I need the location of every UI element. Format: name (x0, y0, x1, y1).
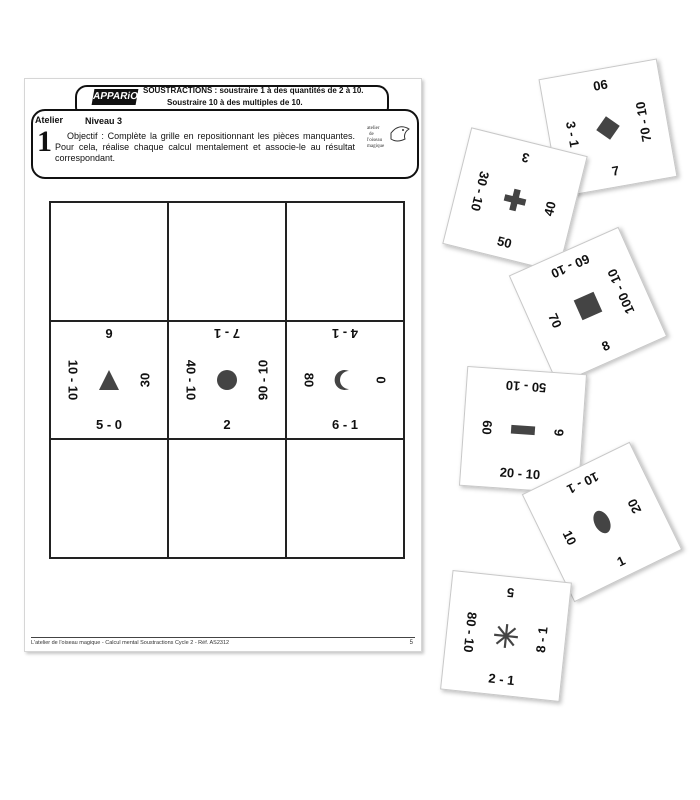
objective-text: Objectif : Complète la grille en repositionnant les pièces manquantes. Pour cela, réalise chaque calcul mentalement et associe-le au résultat correspondant. (55, 131, 355, 163)
empty-grid-cell[interactable] (168, 439, 286, 558)
piece-label-top: 50 - 10 (505, 377, 547, 396)
triangle-icon (97, 368, 121, 392)
title-line-1: SOUSTRACTIONS : soustraire 1 à des quantités de 2 à 10. (143, 86, 364, 95)
cell-label-top: 4 - 1 (332, 325, 359, 341)
page-number: 5 (409, 640, 413, 646)
empty-grid-cell[interactable] (286, 202, 404, 321)
svg-text:atelier: atelier (367, 126, 380, 131)
puzzle-grid (49, 201, 405, 559)
appario-logo: APPARiO (92, 89, 139, 105)
cell-label-right: 0 (373, 376, 389, 384)
cell-label-top: 7 - 1 (214, 325, 241, 341)
bird-logo-icon (365, 119, 415, 159)
oval-icon (585, 505, 620, 540)
circle-icon (215, 368, 239, 392)
cell-label-right: 30 (137, 372, 153, 388)
piece-label-top: 90 (592, 76, 609, 94)
atelier-label: Atelier (35, 115, 64, 125)
empty-grid-cell[interactable] (50, 202, 168, 321)
puzzle-piece-asterisk[interactable] (440, 570, 572, 702)
footer-divider (31, 637, 415, 638)
cell-label-bottom: 2 (223, 417, 231, 433)
piece-label-top: 60 - 10 (548, 251, 592, 282)
atelier-number: 1 (37, 125, 52, 158)
piece-label-left: 70 (545, 310, 565, 331)
worksheet-page (24, 78, 422, 652)
empty-grid-cell[interactable] (168, 202, 286, 321)
piece-label-right: 40 (540, 199, 559, 218)
piece-label-right: 6 (551, 428, 567, 437)
piece-label-bottom: 8 (599, 337, 613, 355)
piece-label-right: 100 - 10 (604, 266, 638, 317)
cell-label-bottom: 6 - 1 (331, 417, 358, 433)
square-icon (571, 289, 605, 323)
grid-cell-crescent[interactable] (286, 321, 404, 440)
asterisk-icon (492, 622, 521, 651)
footer-reference: L'atelier de l'oiseau magique - Calcul mental Soustractions Cycle 2 - Réf. AS2312 (31, 640, 230, 646)
svg-text:de: de (369, 132, 374, 137)
cross-icon (499, 184, 531, 216)
piece-label-right: 20 (624, 496, 645, 517)
cell-label-left: 10 - 10 (65, 359, 81, 401)
piece-label-bottom: 7 (610, 162, 621, 179)
cell-label-top: 6 (105, 325, 113, 341)
piece-label-top: 5 (506, 584, 515, 601)
level-label: Niveau 3 (85, 116, 123, 126)
piece-label-bottom: 1 (614, 552, 628, 570)
piece-label-right: 70 - 10 (632, 100, 655, 143)
crescent-icon (333, 368, 357, 392)
empty-grid-cell[interactable] (50, 439, 168, 558)
piece-label-left: 80 - 10 (460, 611, 480, 654)
piece-label-left: 10 (559, 527, 580, 548)
piece-label-bottom: 50 (495, 233, 514, 252)
piece-label-bottom: 20 - 10 (499, 464, 541, 483)
piece-label-right: 8 - 1 (532, 626, 551, 654)
piece-label-top: 3 (520, 149, 531, 166)
piece-label-bottom: 2 - 1 (487, 670, 516, 689)
diamond-icon (593, 113, 623, 143)
grid-cell-circle[interactable] (168, 321, 286, 440)
svg-text:magique: magique (367, 144, 385, 149)
empty-grid-cell[interactable] (286, 439, 404, 558)
piece-label-top: 10 - 1 (564, 468, 602, 497)
cell-label-right: 90 - 10 (255, 359, 271, 401)
svg-text:l'oiseau: l'oiseau (367, 138, 383, 143)
cell-label-bottom: 5 - 0 (95, 417, 122, 433)
cell-label-left: 40 - 10 (183, 359, 199, 401)
bar-icon (509, 416, 537, 444)
cell-label-left: 80 (301, 372, 317, 388)
piece-label-left: 3 - 1 (562, 120, 583, 149)
piece-label-left: 30 - 10 (467, 169, 493, 213)
piece-label-left: 60 (479, 419, 496, 436)
grid-cell-triangle[interactable] (50, 321, 168, 440)
title-line-2: Soustraire 10 à des multiples de 10. (167, 98, 303, 107)
